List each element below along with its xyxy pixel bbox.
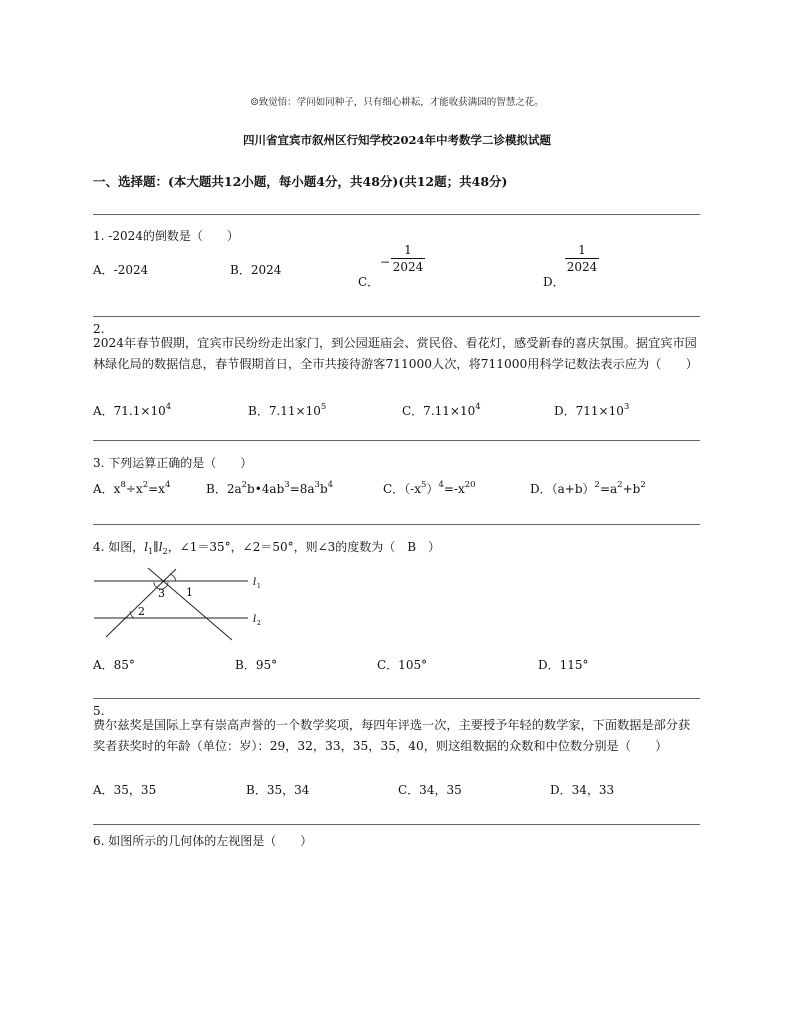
q5-number: 5. (93, 704, 105, 718)
divider (93, 824, 700, 825)
divider (93, 214, 700, 215)
section-heading: 一、选择题：(本大题共12小题，每小题4分，共48分)(共12题；共48分) (93, 174, 508, 189)
transversal-right (148, 568, 232, 640)
q4-option-d[interactable]: D．115° (538, 658, 589, 672)
math-part: b•4ab (247, 482, 285, 496)
math-part: =8a (289, 482, 315, 496)
exponent: 2 (617, 480, 623, 490)
fraction (565, 243, 599, 274)
q4-option-b[interactable]: B．95° (235, 658, 278, 672)
line-label-l2-sub: 2 (257, 620, 261, 627)
exponent: 5 (421, 480, 427, 490)
math-part: A．x (93, 482, 121, 496)
q1-stem: 1. -2024的倒数是（ ） (93, 229, 239, 243)
option-text: B．7.11×10 (248, 404, 321, 418)
divider (93, 440, 700, 441)
q4-option-c[interactable]: C．105° (377, 658, 428, 672)
q6-stem: 6. 如图所示的几何体的左视图是（ ） (93, 834, 313, 848)
fraction-bar (391, 258, 425, 259)
option-text: C．7.11×10 (402, 404, 476, 418)
line-label-l2: l (253, 614, 257, 625)
math-part: b (319, 482, 328, 496)
q1-option-d[interactable] (543, 243, 613, 289)
exponent: 3 (623, 402, 630, 412)
exponent: 8 (120, 480, 126, 490)
q5-option-c[interactable]: C．34，35 (398, 783, 462, 797)
exponent: 2 (594, 480, 600, 490)
stem-text: 4. 如图， (93, 540, 145, 554)
q1-option-c[interactable] (358, 243, 428, 289)
q5-stem: 费尔兹奖是国际上享有崇高声誉的一个数学奖项，每四年评选一次，主要授予年轻的数学家，下面数据是部分获奖者获奖时的年龄（单位：岁）：29，32，33，35，35，40，则这组数据的众数和中位数分别是（ ） (93, 718, 691, 753)
fraction-numerator: 1 (578, 243, 586, 257)
angle-label-1: 1 (186, 586, 193, 599)
q3-option-c[interactable] (383, 480, 476, 497)
fraction-bar (565, 258, 599, 259)
exponent: 2 (640, 480, 646, 490)
divider (93, 524, 700, 525)
math-part: D．（a+b） (530, 482, 595, 496)
subscript: 2 (162, 547, 168, 556)
exponent: 3 (314, 480, 320, 490)
option-text: D．711×10 (554, 404, 624, 418)
q5-option-a[interactable]: A．35，35 (93, 783, 157, 797)
q1-option-a[interactable]: A．-2024 (93, 263, 149, 277)
angle-label-3: 3 (158, 587, 165, 600)
q4-stem (93, 538, 440, 555)
fraction-denominator: 2024 (392, 260, 424, 274)
q2-option-b[interactable] (248, 402, 326, 419)
math-part: B．2a (206, 482, 242, 496)
math-part: ） (426, 482, 439, 496)
q3-option-a[interactable] (93, 480, 170, 497)
q2-number: 2. (93, 322, 105, 336)
line-symbol: l (158, 540, 163, 554)
exponent: 4 (475, 402, 481, 412)
exponent: 20 (464, 480, 476, 490)
divider (93, 698, 700, 699)
q2-stem: 2024年春节假期，宜宾市民纷纷走出家门，到公园逛庙会、赏民俗、看花灯，感受新春的喜庆氛围。据宜宾市园林绿化局的数据信息，春节假期首日，全市共接待游客711000人次，将711000用科学记数法表示应为（ ） (93, 336, 698, 371)
angle-1-arc (170, 574, 176, 581)
option-text: A．71.1×10 (93, 404, 166, 418)
q3-option-d[interactable] (530, 480, 646, 497)
q1-option-c-label: C． (358, 275, 380, 289)
exponent: 3 (284, 480, 290, 490)
q2-option-c[interactable] (402, 402, 481, 419)
math-part: ÷x (125, 482, 143, 496)
exponent: 4 (165, 402, 172, 412)
q4-option-a[interactable]: A．85° (93, 658, 135, 672)
math-part: +b (622, 482, 641, 496)
minus-sign: − (380, 255, 391, 269)
q1-option-b[interactable]: B．2024 (230, 263, 282, 277)
fraction-numerator: 1 (404, 243, 412, 257)
fraction-denominator: 2024 (566, 260, 598, 274)
math-part: C．（-x (383, 482, 422, 496)
stem-text: ，∠1＝35°，∠2＝50°，则∠3的度数为（ B ） (167, 540, 441, 554)
angle-label-2: 2 (138, 605, 145, 618)
exponent: 4 (327, 480, 334, 490)
exponent: 4 (438, 480, 444, 490)
fraction (391, 243, 425, 274)
q5-option-b[interactable]: B．35，34 (246, 783, 310, 797)
exponent: 2 (241, 480, 248, 490)
math-part: =a (599, 482, 618, 496)
q2-option-a[interactable] (93, 402, 171, 419)
exponent: 5 (320, 402, 327, 412)
exponent: 2 (142, 480, 149, 490)
divider (93, 316, 700, 317)
q3-stem: 3. 下列运算正确的是（ ） (93, 456, 253, 470)
motto: ☺致觉悟：学问如同种子，只有细心耕耘，才能收获满园的智慧之花。 (250, 97, 544, 108)
math-part: =-x (443, 482, 465, 496)
math-part: =x (148, 482, 165, 496)
subscript: 1 (148, 547, 154, 556)
parallel-symbol: ∥ (153, 540, 159, 554)
transversal-left (106, 569, 176, 637)
page-title: 四川省宜宾市叙州区行知学校2024年中考数学二诊模拟试题 (242, 133, 551, 147)
line-label-l1: l (253, 577, 257, 588)
line-label-l1-sub: 1 (257, 583, 261, 590)
q3-option-b[interactable] (206, 480, 333, 497)
q1-option-d-label: D． (543, 275, 565, 289)
line-symbol: l (144, 540, 149, 554)
q2-option-d[interactable] (554, 402, 629, 419)
q5-option-d[interactable]: D．34，33 (550, 783, 615, 797)
parallel-lines-figure (90, 566, 280, 646)
exponent: 4 (164, 480, 171, 490)
